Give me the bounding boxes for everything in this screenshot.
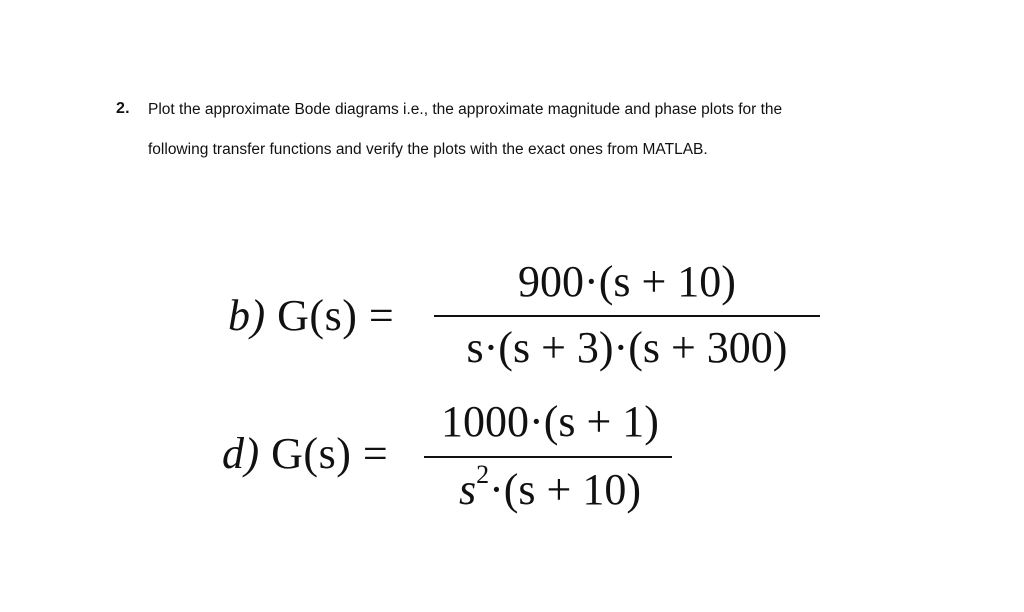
- equation-d-numerator: 1000·(s + 1): [441, 397, 659, 446]
- equation-b-function: G(s) =: [277, 291, 395, 340]
- equation-b-numerator: 900·(s + 10): [518, 257, 736, 306]
- equation-d-function: G(s) =: [271, 429, 389, 478]
- equation-d-denominator-exponent: 2: [476, 460, 490, 489]
- problem-line-2: following transfer functions and verify the plots with the exact ones from MATLAB.: [148, 141, 708, 158]
- equation-d-denominator-rest: ·(s + 10): [489, 465, 642, 514]
- problem-line-1: Plot the approximate Bode diagrams i.e., the approximate magnitude and phase plots for the: [148, 101, 783, 118]
- equation-d-label: d): [222, 429, 260, 478]
- equation-d-lhs: [222, 428, 388, 479]
- equation-d-denominator-base: s: [458, 465, 477, 514]
- equation-b-denominator: s·(s + 3)·(s + 300): [466, 323, 788, 372]
- equation-d-denominator: [424, 460, 676, 515]
- equation-d-fraction-bar: [424, 456, 672, 458]
- equation-b-label: b): [228, 291, 266, 340]
- problem-number: 2.: [116, 100, 130, 117]
